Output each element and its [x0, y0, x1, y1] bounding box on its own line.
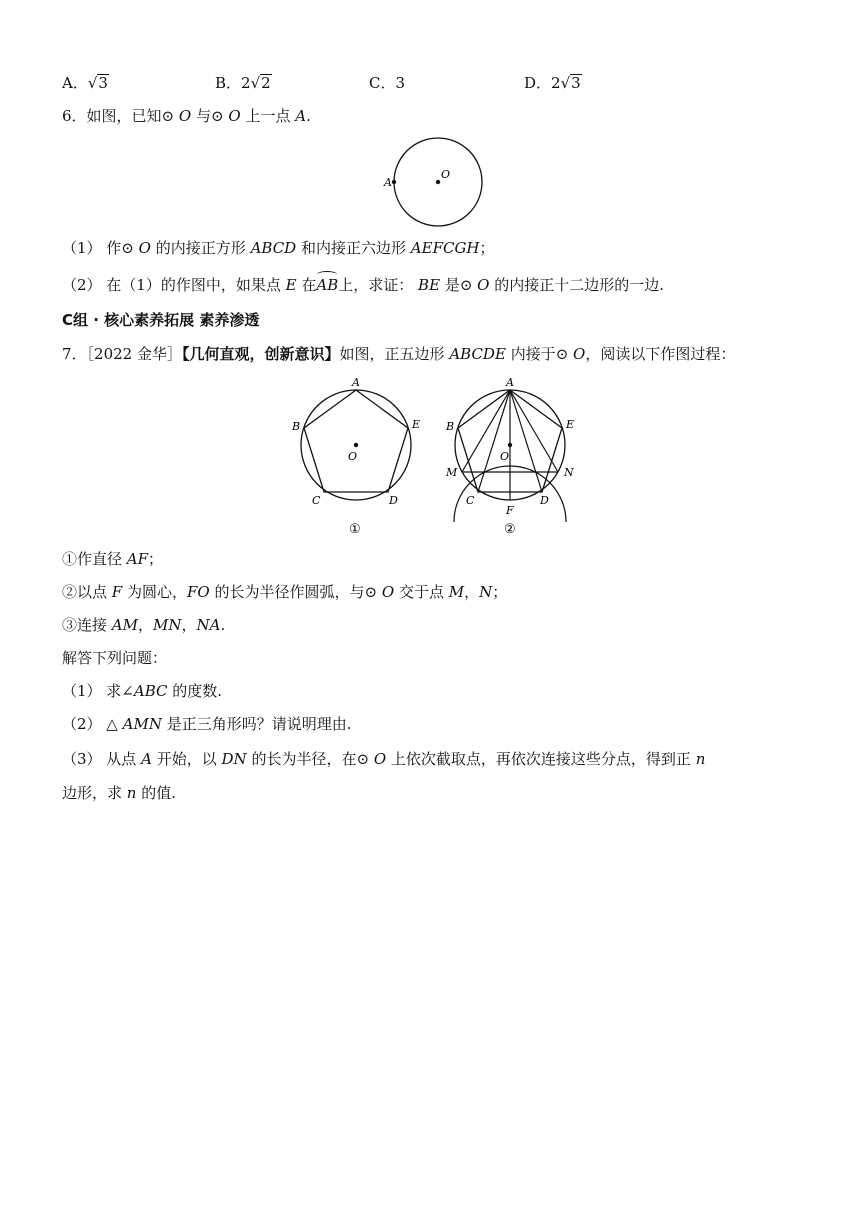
q7-figure-2 [440, 372, 590, 542]
question-number: 7． [62, 345, 87, 363]
source: ［2022 金华］ [86, 345, 182, 363]
text: ； [492, 583, 508, 601]
point-o [354, 443, 358, 447]
option-c [369, 73, 405, 93]
radicand: 2 [261, 74, 271, 92]
radicand: 3 [98, 74, 108, 92]
math: NA [196, 616, 221, 634]
text: 是正三角形吗？请说明理由. [166, 715, 352, 733]
text: ③连接 [62, 616, 108, 634]
label-f: F [506, 504, 514, 517]
math: AEFCGH [410, 239, 480, 257]
text: （1） 作⊙ [62, 239, 134, 257]
text: 边形，求 [62, 784, 123, 802]
text: ； [479, 239, 495, 257]
text: ， [464, 583, 480, 601]
math: E [285, 276, 297, 294]
q6-figure [380, 132, 490, 232]
text: ，阅读以下作图过程： [585, 345, 736, 363]
text: 上一点 [245, 107, 291, 125]
label-a: A [352, 376, 360, 389]
text: 的长为半径，在⊙ [251, 750, 370, 768]
math: AF [126, 550, 149, 568]
math: BE [418, 276, 441, 294]
point-a [392, 180, 396, 184]
text: 的长为半径作圆弧，与⊙ [214, 583, 378, 601]
text: 开始，以 [156, 750, 217, 768]
text: 内接于⊙ [510, 345, 569, 363]
q7-step2 [62, 582, 507, 602]
math: MN [153, 616, 182, 634]
text: （2） △ [62, 715, 118, 733]
text: 是⊙ [444, 276, 473, 294]
text: 如图，已知⊙ [86, 107, 175, 125]
label-n: N [564, 466, 574, 479]
q7-step1 [62, 549, 163, 569]
text: ②以点 [62, 583, 108, 601]
text: （3） 从点 [62, 750, 137, 768]
math: DN [221, 750, 247, 768]
q7-part3-cont [62, 783, 176, 803]
option-letter: D． [524, 74, 552, 92]
label-a: A [506, 376, 514, 389]
segment-an [510, 390, 558, 472]
text: ； [148, 550, 164, 568]
text: 的度数. [172, 682, 223, 700]
segment-ad [510, 390, 542, 492]
sqrt-symbol: √ [560, 74, 571, 92]
sqrt-symbol: √ [87, 74, 98, 92]
label-d: D [389, 494, 398, 507]
label-c: C [312, 494, 321, 507]
math: ABCDE [449, 345, 506, 363]
text: 上依次截取点，再依次连接这些分点，得到正 [390, 750, 691, 768]
text: . [220, 616, 226, 634]
label-o: O [500, 450, 510, 463]
value: 3 [395, 74, 406, 92]
q7-part2 [62, 714, 352, 734]
label-a: A [384, 176, 392, 189]
math: n [126, 784, 137, 802]
option-letter: B． [215, 74, 242, 92]
option-a [62, 73, 109, 93]
text: 的内接正方形 [155, 239, 246, 257]
math: O [228, 107, 241, 125]
text: （1） 求∠ [62, 682, 134, 700]
text: 在 [301, 276, 317, 294]
math: n [695, 750, 706, 768]
option-letter: C． [369, 74, 396, 92]
q6-part2 [62, 275, 664, 295]
text: 与⊙ [196, 107, 224, 125]
label-c: C [466, 494, 475, 507]
sqrt-symbol: √ [250, 74, 261, 92]
label-e: E [412, 418, 421, 431]
text: 上，求证： [338, 276, 414, 294]
question-number: 6． [62, 107, 87, 125]
answer-prompt: 解答下列问题： [62, 649, 168, 667]
math: FO [187, 583, 210, 601]
text: （2） 在（1）的作图中，如果点 [62, 276, 281, 294]
text: 的值. [141, 784, 177, 802]
q7-figure-1 [286, 372, 426, 542]
q7-stem [62, 344, 735, 364]
text: 如图，正五边形 [339, 345, 445, 363]
pentagon [304, 390, 408, 492]
label-m: M [446, 466, 458, 479]
text: 的内接正十二边形的一边. [494, 276, 665, 294]
math: O [373, 750, 387, 768]
math: F [111, 583, 123, 601]
figure-caption: ① [349, 522, 361, 537]
math: A [141, 750, 152, 768]
math: O [573, 345, 586, 363]
text: 交于点 [398, 583, 444, 601]
point-o [436, 180, 440, 184]
label-o: O [441, 168, 451, 181]
option-d [524, 73, 582, 93]
label-b: B [446, 420, 455, 433]
segment-ac [478, 390, 510, 492]
math: O [477, 276, 490, 294]
q7-part3 [62, 749, 705, 769]
arc-ab: AB [316, 276, 339, 294]
text: ， [138, 616, 154, 634]
math: ABCD [250, 239, 297, 257]
q7-part1 [62, 681, 222, 701]
math: O [138, 239, 151, 257]
math: A [295, 107, 307, 125]
tag: 【几何直观，创新意识】 [182, 345, 340, 363]
text: ①作直径 [62, 550, 123, 568]
math: M [448, 583, 465, 601]
math: AM [111, 616, 138, 634]
q6-stem [62, 106, 311, 126]
option-letter: A． [62, 74, 88, 92]
option-b [215, 73, 272, 93]
text: 为圆心， [127, 583, 188, 601]
math: N [479, 583, 493, 601]
math: ABC [133, 682, 168, 700]
label-b: B [292, 420, 301, 433]
q6-part1 [62, 238, 495, 258]
q7-step3 [62, 615, 225, 635]
text: 和内接正六边形 [300, 239, 406, 257]
math: AMN [122, 715, 162, 733]
label-e: E [566, 418, 575, 431]
section-heading: C组 · 核心素养拓展 素养渗透 [62, 311, 260, 329]
point-o [508, 443, 512, 447]
text: ， [181, 616, 197, 634]
label-d: D [540, 494, 549, 507]
text: . [306, 107, 311, 125]
math: O [178, 107, 192, 125]
coefficient: 2 [551, 74, 561, 92]
label-o: O [348, 450, 358, 463]
coefficient: 2 [241, 74, 251, 92]
radicand: 3 [571, 74, 581, 92]
figure-caption: ② [504, 522, 516, 537]
math: O [381, 583, 395, 601]
